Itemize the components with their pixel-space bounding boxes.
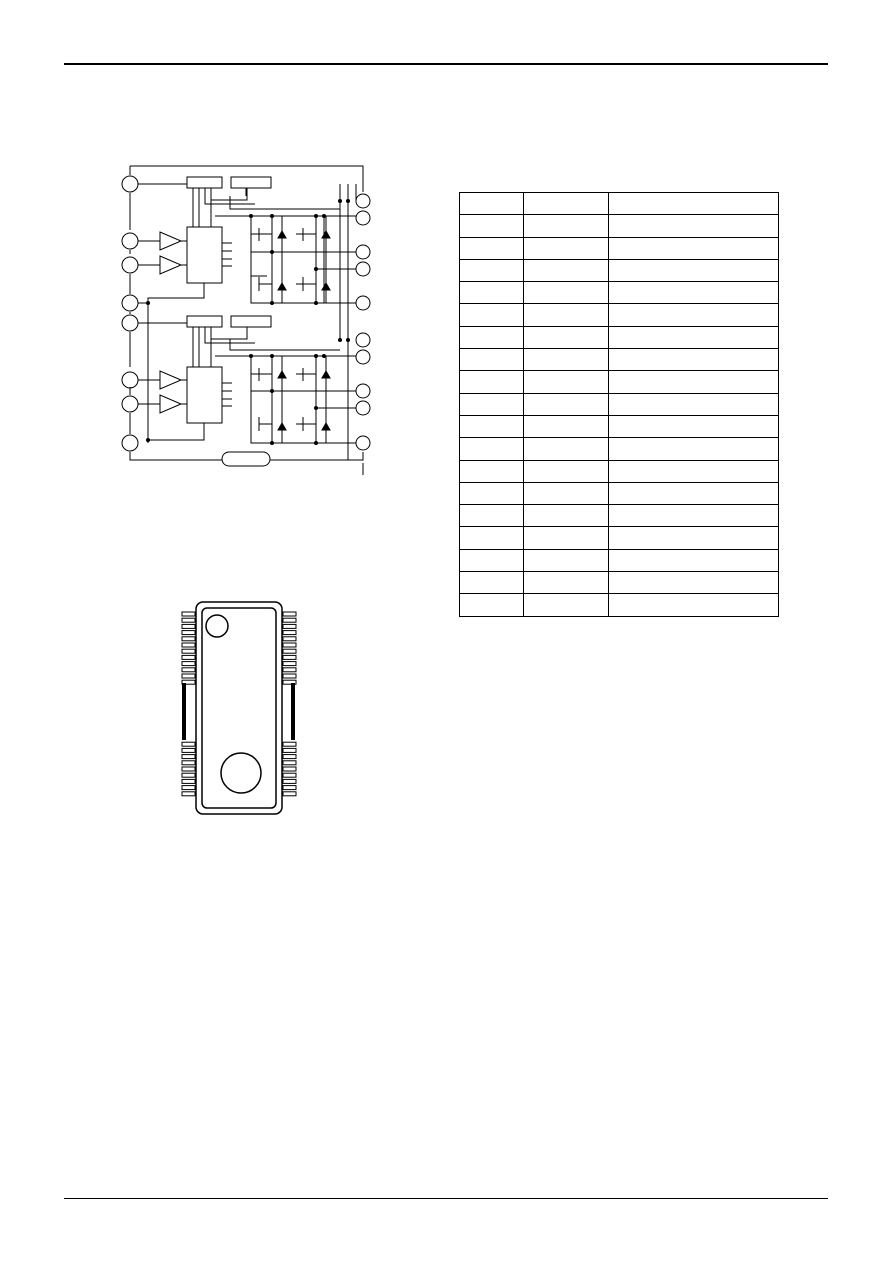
table-cell [609,527,779,549]
package-pin [182,767,195,771]
package-pin [182,631,195,635]
table-row [460,215,779,237]
table-cell [524,438,609,460]
table-row [460,259,779,281]
table-cell [460,237,524,259]
pin-circle [356,262,370,276]
table-cell [524,349,609,371]
table-row [460,415,779,437]
package-pin [182,624,195,628]
table-cell [460,572,524,594]
package-pin [283,748,296,752]
table-cell [524,215,609,237]
table-cell [460,259,524,281]
package-pin [182,655,195,659]
block-diagram [100,150,390,475]
table-cell [460,349,524,371]
table-cell [524,594,609,616]
package-pin [182,773,195,777]
package-pin [182,755,195,759]
header-rule [64,63,828,65]
table-cell [609,460,779,482]
table-cell [609,237,779,259]
table-cell [524,415,609,437]
pin-circle [356,350,370,364]
bottom-connector [222,452,270,466]
reg-block [231,177,271,188]
table-cell [609,438,779,460]
package-pin [283,674,296,678]
amp-triangle [160,256,181,274]
amp-triangle [160,232,181,250]
package-pin [283,792,296,796]
table-row [460,594,779,616]
package-pin [182,779,195,783]
package-pin [182,662,195,666]
pin-circle [356,401,370,415]
package-pin [182,792,195,796]
package-pin [182,637,195,641]
table-cell [609,594,779,616]
column-header [609,193,779,215]
amp-triangle [160,395,181,413]
table-cell [524,482,609,504]
pin1-marker [206,615,228,637]
package-pin [283,631,296,635]
package-pin [182,618,195,622]
package-pin [283,662,296,666]
table-cell [460,371,524,393]
table-row [460,326,779,348]
column-header [524,193,609,215]
table-cell [460,304,524,326]
table-cell [524,527,609,549]
table-cell [609,393,779,415]
package-pin [182,668,195,672]
table-cell [524,549,609,571]
footer-rule [64,1198,828,1199]
pin-circle [356,333,370,347]
logic-block [187,367,222,423]
pin-circle [356,384,370,398]
pin-circle [122,396,138,412]
table-row [460,304,779,326]
table-cell [609,549,779,571]
package-pin [283,773,296,777]
table-cell [609,304,779,326]
package-pin [182,742,195,746]
table-cell [524,282,609,304]
table-cell [524,326,609,348]
table-row [460,482,779,504]
table-cell [609,415,779,437]
package-pin [283,655,296,659]
table-cell [609,371,779,393]
table-cell [460,482,524,504]
package-pin [182,612,195,616]
package-pin [283,779,296,783]
pin-circle [122,315,138,331]
table-cell [609,572,779,594]
table-cell [609,259,779,281]
pin-circle [122,233,138,249]
package-pin [283,618,296,622]
table-row [460,393,779,415]
package-pin [283,643,296,647]
table-row [460,549,779,571]
table-row [460,572,779,594]
pin-circle [122,372,138,388]
package-pin [182,748,195,752]
table-row [460,237,779,259]
table-cell [524,460,609,482]
table-cell [460,438,524,460]
table-cell [524,304,609,326]
package-pin [283,786,296,790]
package-inner [202,608,276,808]
pin-circle [122,435,138,451]
table-header-row [460,193,779,215]
pin-circle [356,296,370,310]
pin-circle [122,176,138,192]
pin-circle [356,211,370,225]
table-cell [524,505,609,527]
table-cell [609,282,779,304]
table-cell [460,393,524,415]
package-pin [182,674,195,678]
package-pin [283,755,296,759]
package-pin [182,761,195,765]
column-header [460,193,524,215]
package-pin [182,786,195,790]
package-pin [283,761,296,765]
pin-circle [356,245,370,259]
table-cell [524,259,609,281]
reg-block [187,316,222,327]
table-cell [524,237,609,259]
pin-circle [122,257,138,273]
package-pin [283,649,296,653]
package-pin [283,668,296,672]
package-pin [182,649,195,653]
pin-circle [122,295,138,311]
amp-triangle [160,371,181,389]
table-cell [460,460,524,482]
table-cell [609,326,779,348]
table-cell [524,572,609,594]
table-row [460,527,779,549]
heat-slug-marker [221,753,261,793]
table-row [460,505,779,527]
reg-block [231,316,271,327]
table-row [460,349,779,371]
package-pin [283,637,296,641]
table-row [460,460,779,482]
table-row [460,371,779,393]
table-cell [460,326,524,348]
table-cell [460,282,524,304]
table-cell [524,393,609,415]
reg-block [187,177,222,188]
table-cell [609,505,779,527]
logic-block [187,227,222,283]
table-cell [460,549,524,571]
table-cell [609,215,779,237]
table-cell [460,594,524,616]
package-outline [170,595,300,817]
table-cell [460,505,524,527]
table-row [460,438,779,460]
package-pin [283,624,296,628]
pin-circle [356,194,370,208]
pin-circle [356,436,370,450]
table-cell [609,349,779,371]
package-pin [283,767,296,771]
table-cell [524,371,609,393]
package-pin [182,643,195,647]
package-pin [283,742,296,746]
pin-table [459,192,779,617]
package-pin [283,612,296,616]
table-cell [609,482,779,504]
table-cell [460,527,524,549]
table-cell [460,215,524,237]
table-row [460,282,779,304]
table-cell [460,415,524,437]
